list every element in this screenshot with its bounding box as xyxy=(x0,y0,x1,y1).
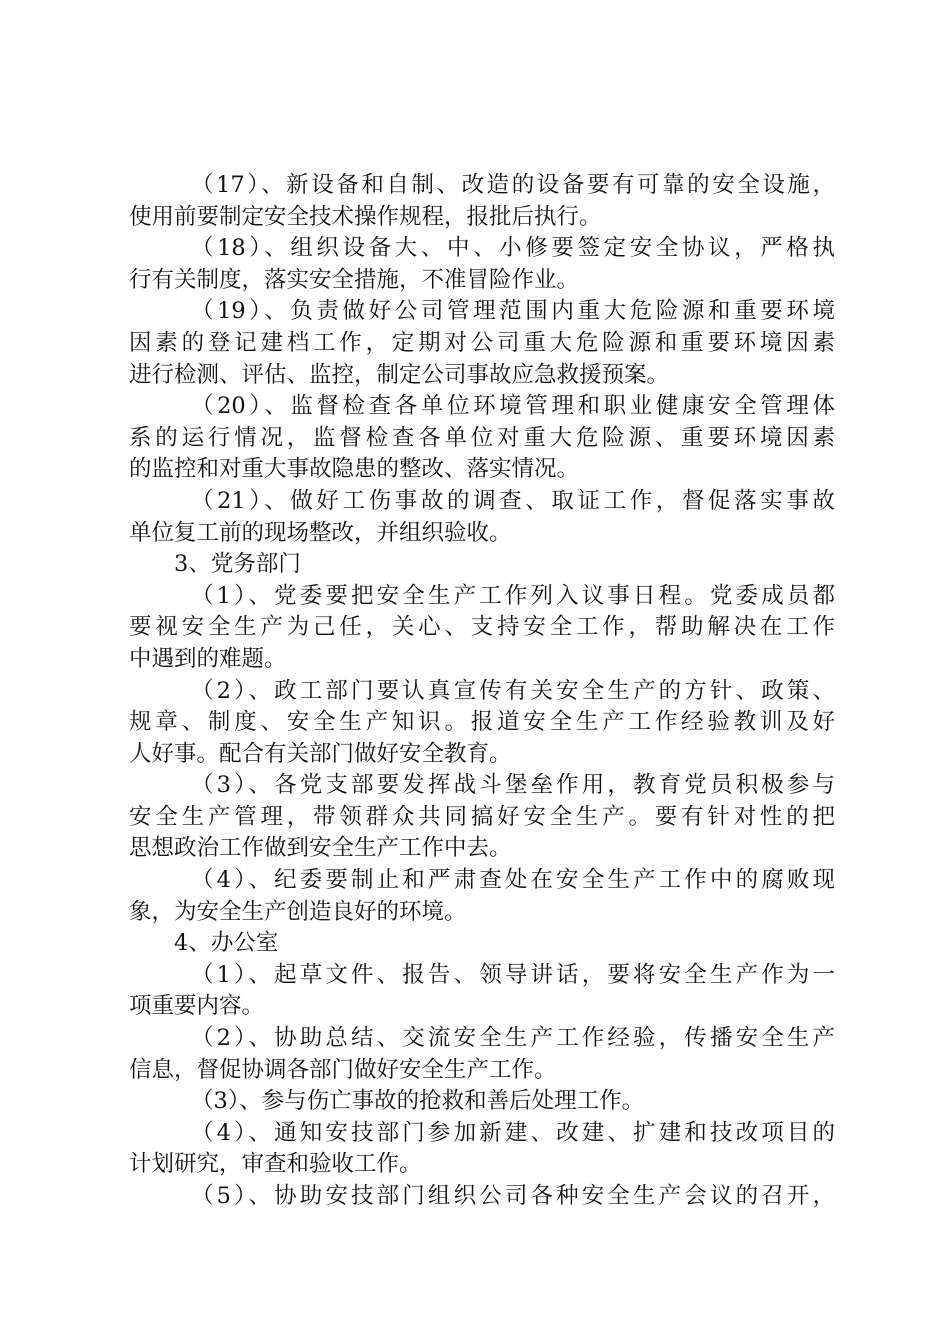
text-line: （5）、协助安技部门组织公司各种安全生产会议的召开， xyxy=(191,1183,835,1209)
text-line: （2）、协助总结、交流安全生产工作经验，传播安全生产 xyxy=(191,1025,835,1052)
text-line: （4）、纪委要制止和严肃查处在安全生产工作中的腐败现 xyxy=(191,867,835,894)
text-line: 信息，督促协调各部门做好安全生产工作。 xyxy=(129,1056,557,1083)
text-line: 行有关制度，落实安全措施，不准冒险作业。 xyxy=(129,266,580,293)
text-line: 象，为安全生产创造良好的环境。 xyxy=(129,898,467,925)
text-line: （17）、新设备和自制、改造的设备要有可靠的安全设施， xyxy=(191,172,835,198)
text-line: 使用前要制定安全技术操作规程，报批后执行。 xyxy=(129,203,602,230)
text-line: 中遇到的难题。 xyxy=(129,645,287,672)
text-line: 的监控和对重大事故隐患的整改、落实情况。 xyxy=(129,456,580,483)
text-line: （2）、政工部门要认真宣传有关安全生产的方针、政策、 xyxy=(191,677,835,704)
document-body xyxy=(129,170,835,1213)
text-line: 人好事。配合有关部门做好安全教育。 xyxy=(129,740,512,767)
text-line: 系的运行情况，监督检查各单位对重大危险源、重要环境因素 xyxy=(129,424,835,451)
section-heading: 4、办公室 xyxy=(174,930,279,957)
text-line: 计划研究，审查和验收工作。 xyxy=(129,1151,422,1178)
text-line: 进行检测、评估、监控，制定公司事故应急救援预案。 xyxy=(129,361,670,388)
text-line: （19）、负责做好公司管理范围内重大危险源和重要环境 xyxy=(191,298,835,325)
text-line: 安全生产管理，带领群众共同搞好安全生产。要有针对性的把 xyxy=(129,803,835,830)
text-line: （21）、做好工伤事故的调查、取证工作，督促落实事故 xyxy=(191,487,835,514)
text-line: （1）、起草文件、报告、领导讲话，要将安全生产作为一 xyxy=(191,961,835,988)
text-line: （3）、参与伤亡事故的抢救和善后处理工作。 xyxy=(191,1088,645,1115)
text-line: 单位复工前的现场整改，并组织验收。 xyxy=(129,519,512,546)
text-line: （4）、通知安技部门参加新建、改建、扩建和技改项目的 xyxy=(191,1119,835,1146)
text-line: 因素的登记建档工作，定期对公司重大危险源和重要环境因素 xyxy=(129,329,835,356)
text-line: 思想政治工作做到安全生产工作中去。 xyxy=(129,835,512,862)
text-line: 规章、制度、安全生产知识。报道安全生产工作经验教训及好 xyxy=(129,709,835,736)
text-line: 项重要内容。 xyxy=(129,993,265,1020)
text-line: （1）、党委要把安全生产工作列入议事日程。党委成员都 xyxy=(191,582,835,609)
text-line: （20）、监督检查各单位环境管理和职业健康安全管理体 xyxy=(191,393,835,420)
text-line: 要视安全生产为己任，关心、支持安全工作，帮助解决在工作 xyxy=(129,614,835,641)
text-line: （3）、各党支部要发挥战斗堡垒作用，教育党员积极参与 xyxy=(191,772,835,799)
section-heading: 3、党务部门 xyxy=(174,551,301,578)
text-line: （18）、组织设备大、中、小修要签定安全协议，严格执 xyxy=(191,235,835,262)
